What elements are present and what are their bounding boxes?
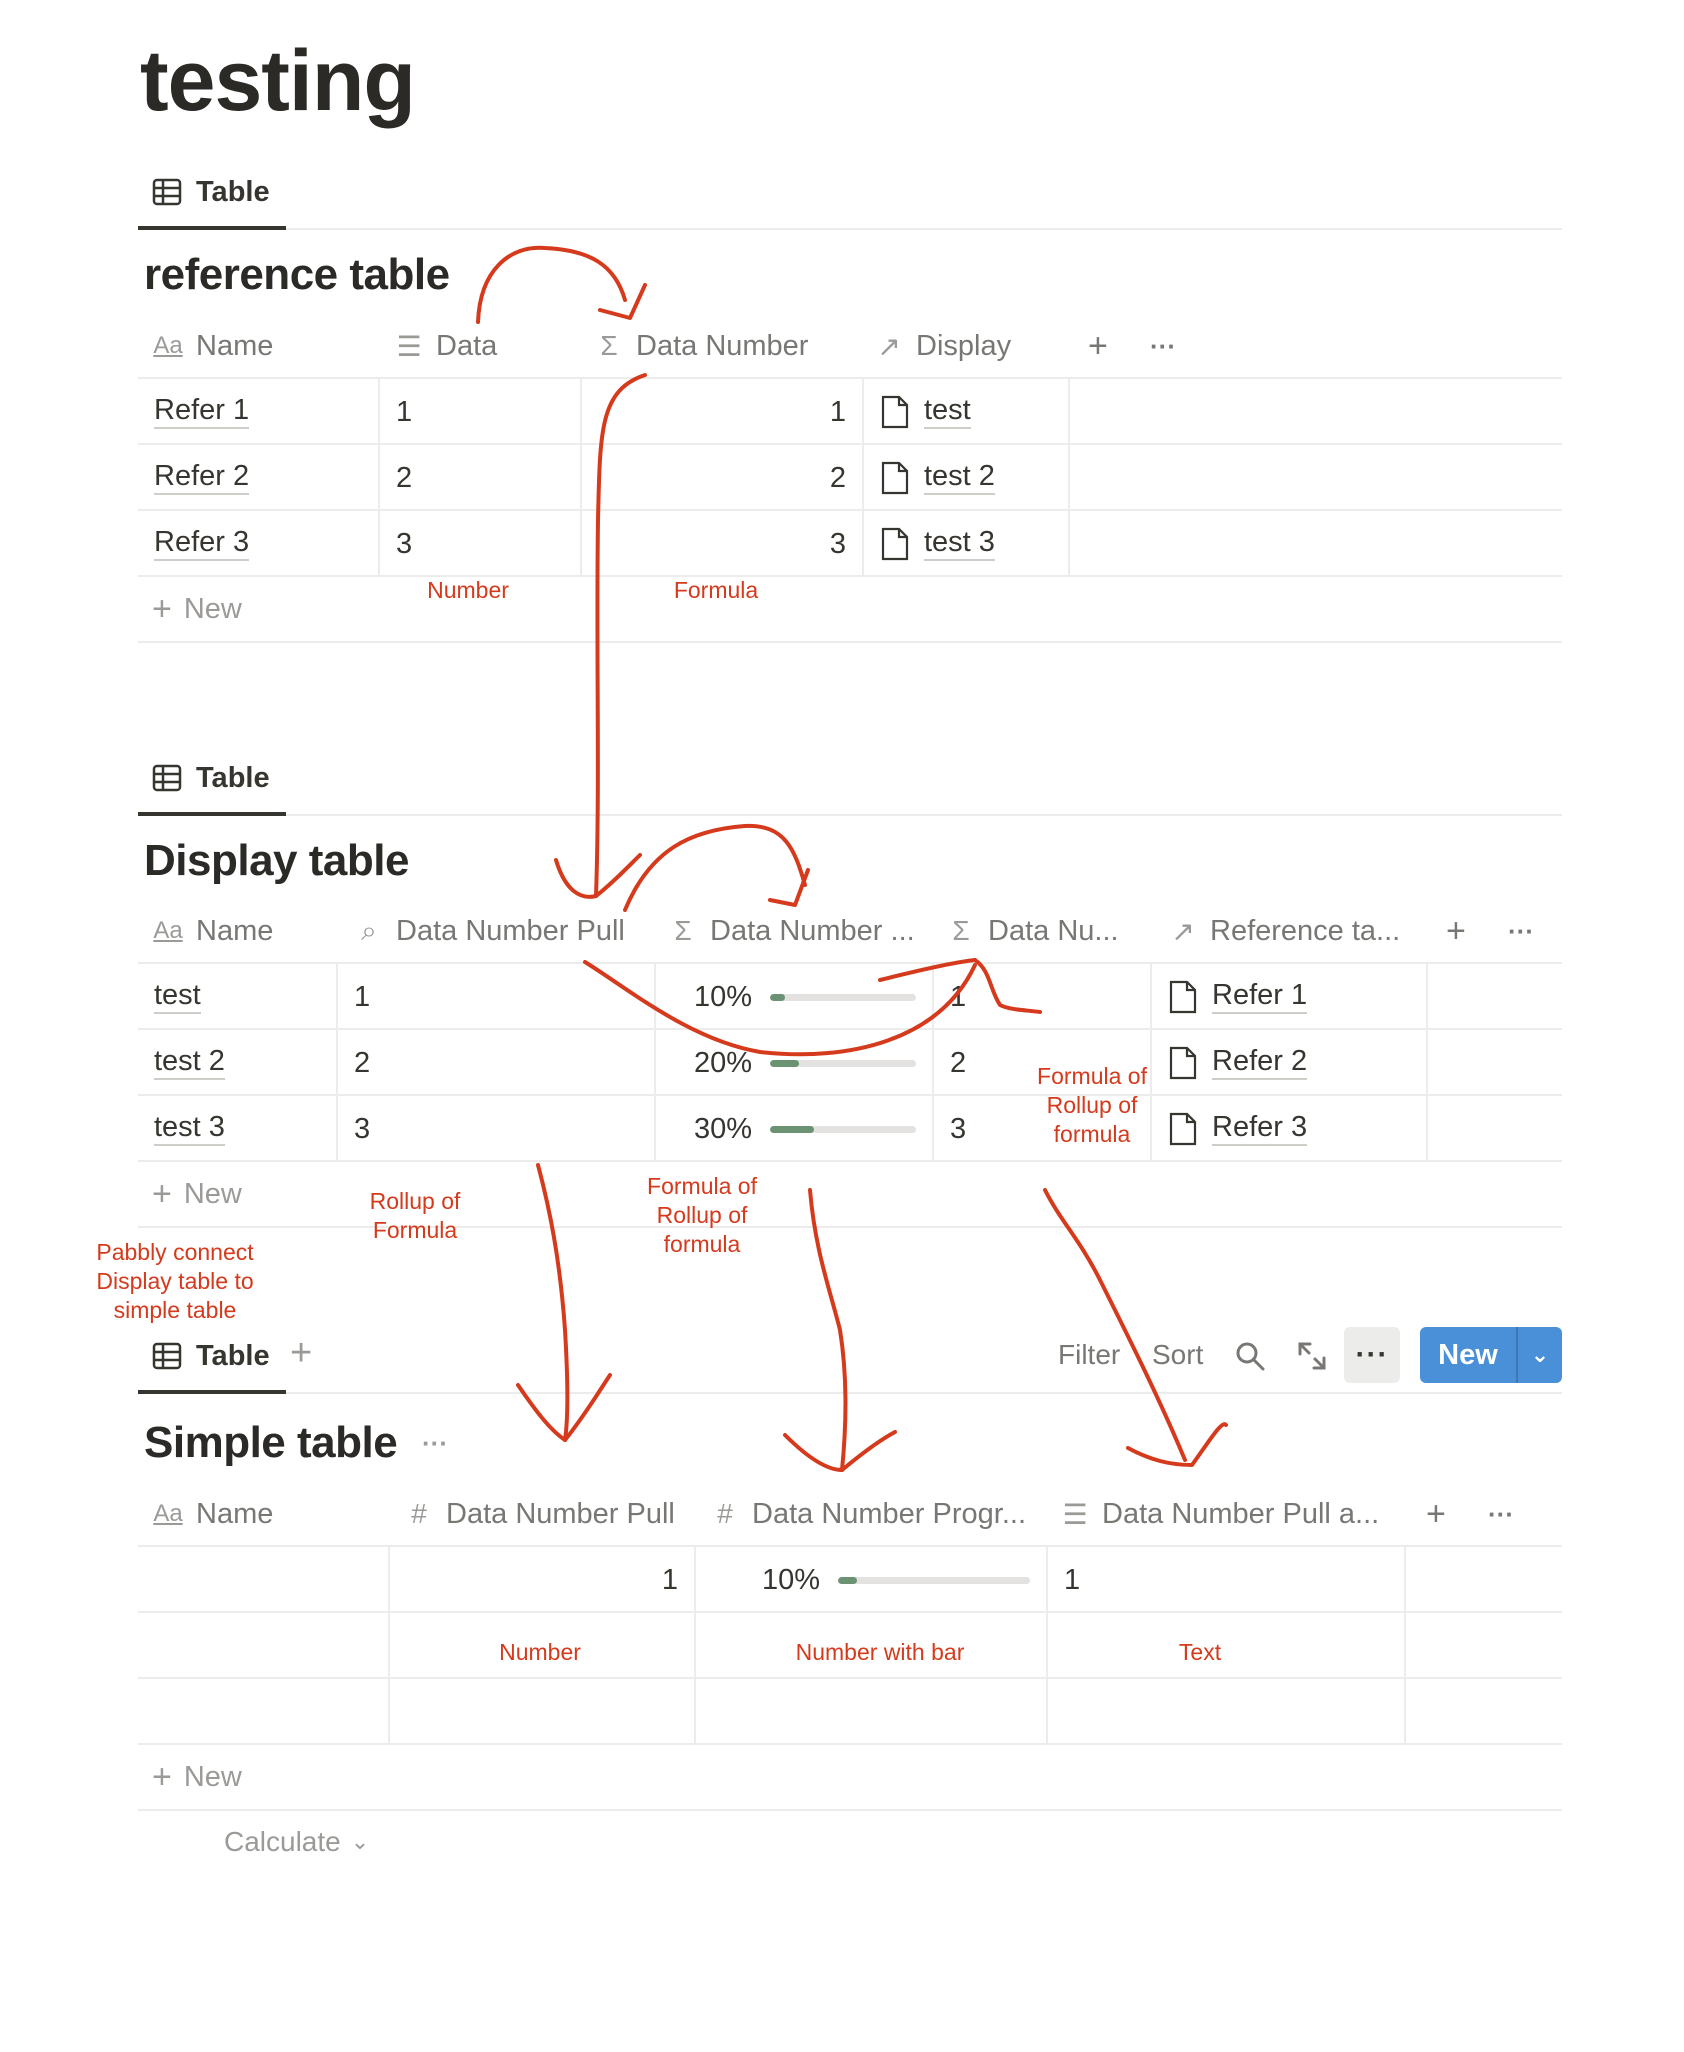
tab-table-simple[interactable] — [138, 1322, 286, 1394]
tab-table-reference[interactable] — [138, 158, 286, 230]
column-header-display[interactable] — [874, 313, 1054, 379]
column-label: Name — [196, 329, 274, 362]
page-icon — [1168, 980, 1198, 1014]
search-icon[interactable] — [1234, 1340, 1266, 1372]
table-row[interactable] — [138, 1547, 1562, 1613]
tab-label: Table — [196, 175, 270, 208]
plus-icon: + — [152, 1757, 172, 1796]
calculate-button[interactable] — [224, 1826, 369, 1858]
cell-name[interactable] — [138, 1613, 390, 1679]
column-label: Display — [916, 329, 1012, 362]
cell-data-number-formula[interactable]: 2 — [934, 1030, 1152, 1096]
annotation-number-with-bar: Number with bar — [795, 1639, 965, 1665]
page-title: testing — [140, 33, 415, 129]
add-property-icon[interactable]: + — [1426, 1494, 1446, 1533]
relation-link[interactable]: Refer 3 — [1212, 1112, 1307, 1146]
cell-data-number-pull[interactable]: 1 — [390, 1547, 696, 1613]
column-label: Data Nu... — [988, 914, 1119, 947]
relation-arrow-icon: ↗ — [877, 330, 901, 362]
filter-button[interactable]: Filter — [1058, 1339, 1121, 1370]
annotation-formula: Formula — [673, 577, 759, 603]
annotation-formula-rollup-right: Formula of Rollup of formula — [1037, 1063, 1147, 1147]
row-name[interactable]: test 2 — [154, 1046, 225, 1080]
calculate-label: Calculate — [224, 1826, 341, 1857]
percent-value: 20% — [693, 1046, 752, 1079]
column-header-data-number-progress[interactable] — [668, 898, 928, 964]
new-label: New — [183, 592, 242, 625]
cell-name — [138, 1030, 338, 1096]
search-icon: ⌕ — [361, 914, 377, 946]
column-label: Data Number Pull a... — [1102, 1497, 1380, 1530]
column-label: Reference ta... — [1210, 914, 1401, 947]
page-icon — [880, 461, 910, 495]
relation-link[interactable]: Refer 1 — [1212, 980, 1307, 1014]
percent-value: 10% — [693, 980, 752, 1013]
more-options-icon[interactable]: ··· — [1488, 1498, 1514, 1529]
page-icon — [880, 527, 910, 561]
row-name[interactable]: Refer 3 — [154, 527, 249, 561]
relation-link[interactable]: test — [924, 395, 971, 429]
column-label: Data — [436, 329, 498, 362]
sigma-icon: Σ — [674, 915, 692, 946]
text-lines-icon: ☰ — [396, 330, 422, 362]
reference-view-tabs — [138, 158, 1562, 230]
cell-data-number-pull[interactable]: 2 — [338, 1030, 656, 1096]
cell-text[interactable]: 1 — [1048, 1547, 1406, 1613]
column-label: Data Number — [636, 329, 809, 362]
cell-display[interactable] — [864, 445, 1070, 511]
table-row[interactable] — [138, 964, 1562, 1030]
cell-text[interactable] — [1048, 1679, 1406, 1745]
row-name[interactable]: test 3 — [154, 1112, 225, 1146]
new-record-button[interactable] — [1420, 1327, 1562, 1383]
column-label: Data Number Progr... — [752, 1497, 1026, 1530]
column-label: Name — [196, 1497, 274, 1530]
column-header-data-number-formula[interactable] — [946, 898, 1146, 964]
tab-label: Table — [196, 761, 270, 794]
cell-progress[interactable] — [656, 1096, 934, 1162]
cell-progress[interactable] — [656, 1030, 934, 1096]
number-hash-icon: # — [717, 1498, 733, 1529]
more-options-button[interactable]: ··· — [1344, 1327, 1400, 1383]
table-row[interactable] — [138, 445, 1562, 511]
cell-progress[interactable] — [656, 964, 934, 1030]
display-view-tabs — [138, 744, 1562, 816]
annotation-arrow — [556, 855, 640, 897]
table-icon — [152, 764, 182, 792]
cell-name — [138, 445, 380, 511]
simple-header-row — [138, 1481, 1562, 1547]
add-row-button[interactable] — [138, 577, 1562, 643]
cell-display[interactable] — [864, 511, 1070, 577]
progress-bar — [770, 994, 916, 1001]
cell-data[interactable]: 3 — [380, 511, 582, 577]
title-property-icon: Aa — [153, 332, 183, 359]
cell-data-number-pull[interactable] — [390, 1679, 696, 1745]
text-lines-icon: ☰ — [1062, 1498, 1088, 1530]
column-label: Name — [196, 914, 274, 947]
relation-link[interactable]: test 3 — [924, 527, 995, 561]
column-header-data-number[interactable] — [594, 313, 854, 379]
expand-icon[interactable] — [1296, 1340, 1328, 1372]
cell-data-number-formula[interactable]: 3 — [934, 1096, 1152, 1162]
title-property-icon: Aa — [153, 917, 183, 944]
annotation-arrow — [478, 248, 625, 322]
progress-bar — [770, 1060, 916, 1067]
reference-table-title[interactable]: reference table — [144, 250, 450, 299]
cell-progress[interactable] — [696, 1679, 1048, 1745]
simple-table-title[interactable]: Simple table — [144, 1418, 398, 1467]
column-header-data[interactable] — [394, 313, 574, 379]
column-header-data-number-pull-text[interactable] — [1060, 1481, 1400, 1547]
cell-display[interactable] — [864, 379, 1070, 445]
progress-bar-fill — [838, 1577, 857, 1584]
cell-name — [138, 1096, 338, 1162]
new-label: New — [183, 1760, 242, 1793]
cell-data-number[interactable]: 1 — [582, 379, 864, 445]
cell-name[interactable] — [138, 1679, 390, 1745]
add-property-icon[interactable]: + — [1446, 911, 1466, 950]
row-name[interactable]: Refer 1 — [154, 395, 249, 429]
tab-label: Table — [196, 1339, 270, 1372]
annotation-number: Number — [499, 1639, 581, 1665]
annotation-arrow — [1128, 1424, 1226, 1465]
cell-reference[interactable] — [1152, 964, 1428, 1030]
table-row[interactable] — [138, 1096, 1562, 1162]
number-hash-icon: # — [411, 1498, 427, 1529]
sigma-icon: Σ — [600, 330, 618, 361]
cell-name — [138, 511, 380, 577]
annotation-rollup-formula: Rollup of Formula — [369, 1188, 461, 1243]
add-row-button[interactable] — [138, 1745, 1562, 1811]
column-header-data-number-pull[interactable] — [354, 898, 644, 964]
sort-button[interactable]: Sort — [1152, 1339, 1204, 1370]
progress-bar — [838, 1577, 1030, 1584]
table-icon — [152, 178, 182, 206]
annotation-pabbly: Pabbly connect Display table to simple table — [96, 1239, 254, 1323]
add-view-icon[interactable]: + — [290, 1332, 313, 1374]
table-icon — [152, 1342, 182, 1370]
cell-progress[interactable] — [696, 1547, 1048, 1613]
progress-bar-fill — [770, 994, 785, 1001]
plus-icon: + — [152, 589, 172, 628]
progress-bar-fill — [770, 1060, 799, 1067]
page-icon — [880, 395, 910, 429]
cell-name[interactable] — [138, 1547, 390, 1613]
column-label: Data Number ... — [710, 914, 915, 947]
progress-bar — [770, 1126, 916, 1133]
column-header-reference[interactable] — [1168, 898, 1418, 964]
more-options-icon[interactable]: ··· — [1150, 330, 1176, 361]
cell-data[interactable]: 2 — [380, 445, 582, 511]
new-label: New — [1438, 1338, 1498, 1371]
relation-link[interactable]: Refer 2 — [1212, 1046, 1307, 1080]
annotation-formula-rollup-middle: Formula of Rollup of formula — [647, 1173, 757, 1257]
cell-data[interactable]: 1 — [380, 379, 582, 445]
cell-data-number-pull[interactable]: 1 — [338, 964, 656, 1030]
row-name[interactable]: Refer 2 — [154, 461, 249, 495]
cell-name — [138, 379, 380, 445]
cell-data-number[interactable]: 3 — [582, 511, 864, 577]
column-header-name[interactable] — [152, 898, 352, 964]
relation-link[interactable]: test 2 — [924, 461, 995, 495]
more-options-icon[interactable]: ··· — [422, 1428, 448, 1458]
sigma-icon: Σ — [952, 915, 970, 946]
cell-name — [138, 964, 338, 1030]
column-header-data-number-progress[interactable] — [710, 1481, 1050, 1547]
column-header-name[interactable] — [152, 1481, 382, 1547]
column-header-data-number-pull[interactable] — [404, 1481, 694, 1547]
table-row[interactable] — [138, 511, 1562, 577]
new-label: New — [183, 1177, 242, 1210]
annotation-text: Text — [1178, 1639, 1222, 1665]
display-table-title[interactable]: Display table — [144, 836, 409, 885]
plus-icon: + — [152, 1174, 172, 1213]
table-row[interactable] — [138, 1679, 1562, 1745]
cell-reference[interactable] — [1152, 1096, 1428, 1162]
add-property-icon[interactable]: + — [1088, 326, 1108, 365]
display-header-row — [138, 898, 1562, 964]
cell-reference[interactable] — [1152, 1030, 1428, 1096]
percent-value: 30% — [693, 1112, 752, 1145]
title-property-icon: Aa — [153, 1500, 183, 1527]
page-icon — [1168, 1046, 1198, 1080]
reference-header-row — [138, 313, 1562, 379]
cell-data-number[interactable]: 2 — [582, 445, 864, 511]
chevron-down-icon[interactable]: ⌄ — [1530, 1342, 1550, 1367]
chevron-down-icon: ⌄ — [350, 1829, 370, 1854]
row-name[interactable]: test — [154, 980, 201, 1014]
cell-data-number-pull[interactable]: 3 — [338, 1096, 656, 1162]
tab-table-display[interactable] — [138, 744, 286, 816]
relation-arrow-icon: ↗ — [1171, 915, 1195, 947]
column-header-name[interactable] — [152, 313, 372, 379]
table-row[interactable] — [138, 379, 1562, 445]
annotation-number: Number — [427, 577, 509, 603]
table-row[interactable] — [138, 1030, 1562, 1096]
percent-value: 10% — [761, 1563, 820, 1596]
column-label: Data Number Pull — [396, 914, 625, 947]
more-options-icon[interactable]: ··· — [1508, 915, 1534, 946]
page-icon — [1168, 1112, 1198, 1146]
annotation-arrow — [785, 1432, 895, 1470]
progress-bar-fill — [770, 1126, 814, 1133]
cell-data-number-formula[interactable]: 1 — [934, 964, 1152, 1030]
column-label: Data Number Pull — [446, 1497, 675, 1530]
